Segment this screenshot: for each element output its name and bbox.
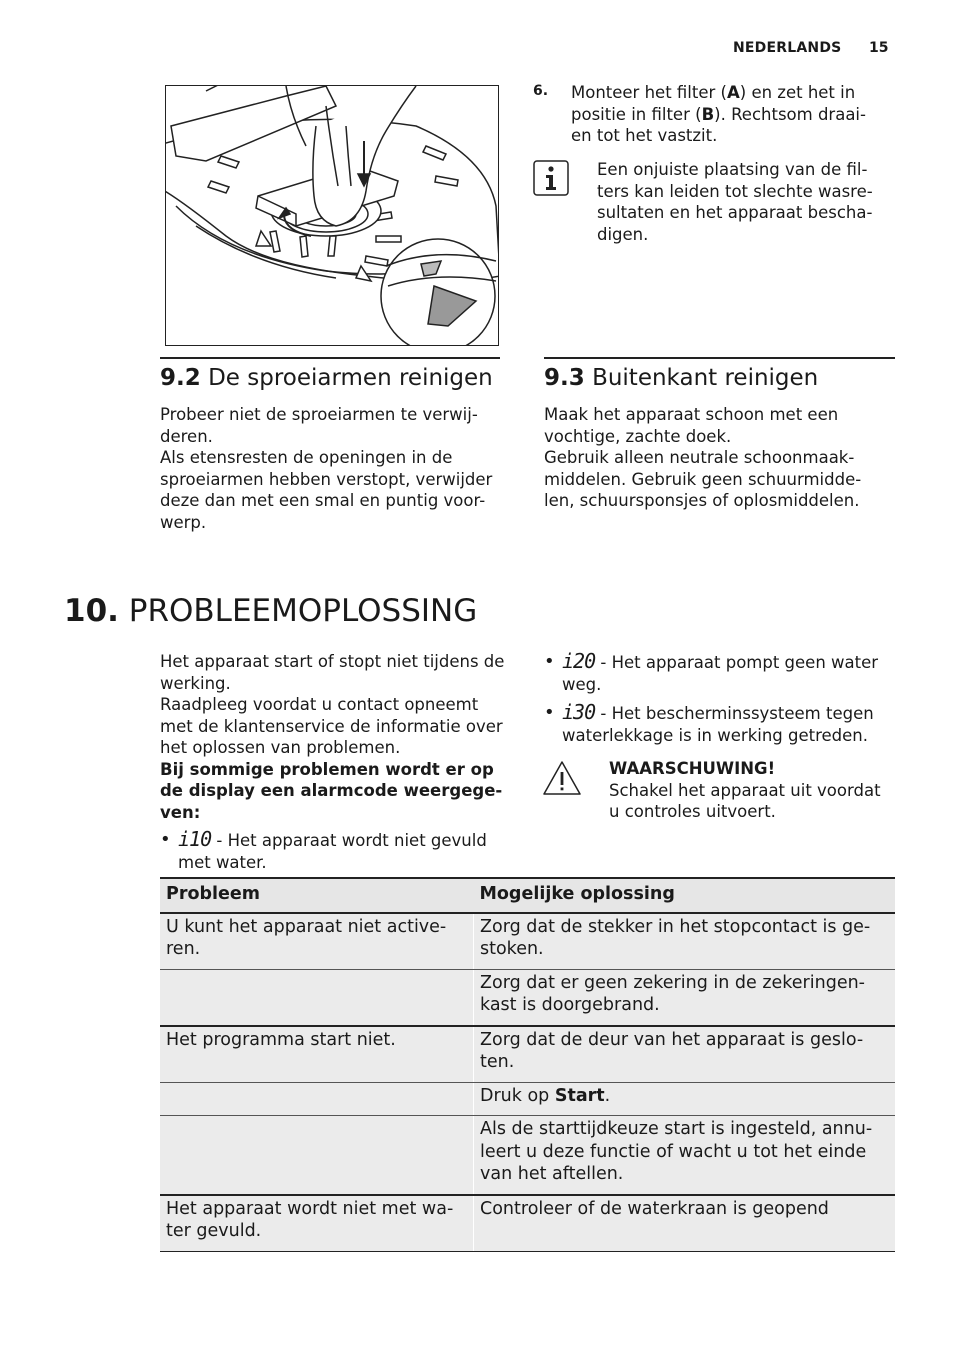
solution-cell: Zorg dat de stekker in het stopcontact is ge- stoken.: [474, 913, 896, 970]
table-row: [160, 1082, 895, 1116]
filter-a-label: A: [726, 83, 740, 102]
section-title: Buitenkant reinigen: [592, 365, 819, 391]
column-header-problem: Probleem: [160, 878, 474, 913]
solution-cell: Controleer of de waterkraan is geopend: [474, 1195, 896, 1252]
problem-cell: [160, 1082, 474, 1116]
solution-cell: [474, 1082, 896, 1116]
alarm-code: i10: [178, 827, 212, 851]
filter-b-label: B: [701, 104, 715, 124]
paragraph: Als etensresten de openingen in de sproeiarmen hebben verstopt, verwijder deze dan met een smal en puntig voor- werp.: [160, 448, 493, 532]
solution-cell: Zorg dat de deur van het apparaat is geslo- ten.: [474, 1026, 896, 1083]
alarm-list-item: [544, 702, 894, 746]
problem-cell: Het apparaat wordt niet met wa- ter gevuld.: [160, 1195, 474, 1252]
section-divider: [544, 357, 895, 359]
table-row: [160, 969, 895, 1026]
section-title: De sproeiarmen reinigen: [208, 365, 493, 391]
step-6-text-part: Monteer het filter (: [571, 83, 727, 102]
section-number: 9.2: [160, 365, 201, 391]
table-header-row: [160, 878, 895, 913]
solution-cell: Zorg dat er geen zekering in de zekeringen- kast is doorgebrand.: [474, 969, 896, 1026]
problem-cell: [160, 1116, 474, 1195]
column-header-solution: Mogelijke oplossing: [474, 878, 896, 913]
section-9-3-heading: [544, 364, 818, 392]
problem-cell: [160, 969, 474, 1026]
problem-cell: U kunt het apparaat niet active- ren.: [160, 913, 474, 970]
alarm-code: i20: [562, 649, 596, 673]
warning-title: WAARSCHUWING!: [609, 759, 776, 778]
paragraph: Probeer niet de sproeiarmen te verwij- deren.: [160, 405, 478, 446]
header-language: NEDERLANDS: [733, 40, 842, 56]
section-9-2-heading: [160, 364, 493, 392]
alarm-code: i30: [562, 700, 596, 724]
alarm-list: [544, 651, 894, 746]
warning-icon: [542, 760, 582, 796]
alarm-description: - Het apparaat pompt geen water weg.: [562, 653, 879, 694]
alarm-intro: Bij sommige problemen wordt er op de display een alarmcode weergege- ven:: [160, 759, 503, 822]
warning-text: Schakel het apparaat uit voordat u controles uitvoert.: [609, 780, 881, 821]
info-note-text: Een onjuiste plaatsing van de fil- ters kan leiden tot slechte wasre- sultaten en het apparaat bescha- digen.: [597, 160, 873, 244]
troubleshooting-table: [160, 877, 895, 1252]
chapter-title: PROBLEEMOPLOSSING: [128, 593, 478, 629]
problem-cell: Het programma start niet.: [160, 1026, 474, 1083]
step-6-text-part: ). Rechtsom draai- en tot het vastzit.: [571, 104, 866, 145]
table-row: [160, 1116, 895, 1195]
section-9-3-body: [544, 404, 889, 512]
chapter-number: 10.: [64, 593, 119, 629]
table-row: [160, 913, 895, 970]
bullet-icon: •: [544, 651, 555, 672]
paragraph: Het apparaat start of stopt niet tijdens de werking.: [160, 652, 505, 693]
section-divider: [160, 357, 500, 359]
step-6-text: [571, 82, 891, 147]
chapter-heading: [64, 593, 477, 629]
filter-illustration-svg: [166, 86, 499, 346]
paragraph: Gebruik alleen neutrale schoonmaak- middelen. Gebruik geen schuurmidde- len, schuursponsjes of oplosmiddelen.: [544, 448, 862, 510]
solution-text: Druk op: [480, 1085, 555, 1106]
alarm-description: - Het apparaat wordt niet gevuld met water.: [178, 831, 487, 872]
solution-text: .: [604, 1085, 611, 1106]
filter-mounting-illustration: [165, 85, 499, 346]
step-number: 6.: [533, 83, 549, 99]
step-6-text-part: ) en zet het in positie in filter (: [571, 83, 856, 124]
page-number: 15: [869, 40, 889, 56]
warning-block: [609, 758, 894, 823]
section-number: 9.3: [544, 365, 585, 391]
paragraph: Raadpleeg voordat u contact opneemt met de klantenservice de informatie over het oplossen van problemen.: [160, 695, 503, 757]
info-icon: [533, 160, 569, 196]
start-button-label: Start: [554, 1085, 605, 1106]
table-row: [160, 1195, 895, 1252]
table-row: [160, 1026, 895, 1083]
alarm-description: - Het bescherminssysteem tegen waterlekkage is in werking getreden.: [562, 704, 874, 745]
alarm-list-item: [160, 829, 510, 873]
alarm-list-item: [544, 651, 894, 695]
bullet-icon: •: [544, 702, 555, 723]
bullet-icon: •: [160, 829, 171, 850]
alarm-text: [562, 702, 894, 746]
alarm-text: [178, 829, 510, 873]
paragraph: Maak het apparaat schoon met een vochtige, zachte doek.: [544, 405, 839, 446]
solution-cell: Als de starttijdkeuze start is ingesteld, annu- leert u deze functie of wacht u tot het einde van het aftellen.: [474, 1116, 896, 1195]
troubleshooting-intro: [160, 651, 510, 873]
alarm-text: [562, 651, 894, 695]
section-9-2-body: [160, 404, 505, 533]
